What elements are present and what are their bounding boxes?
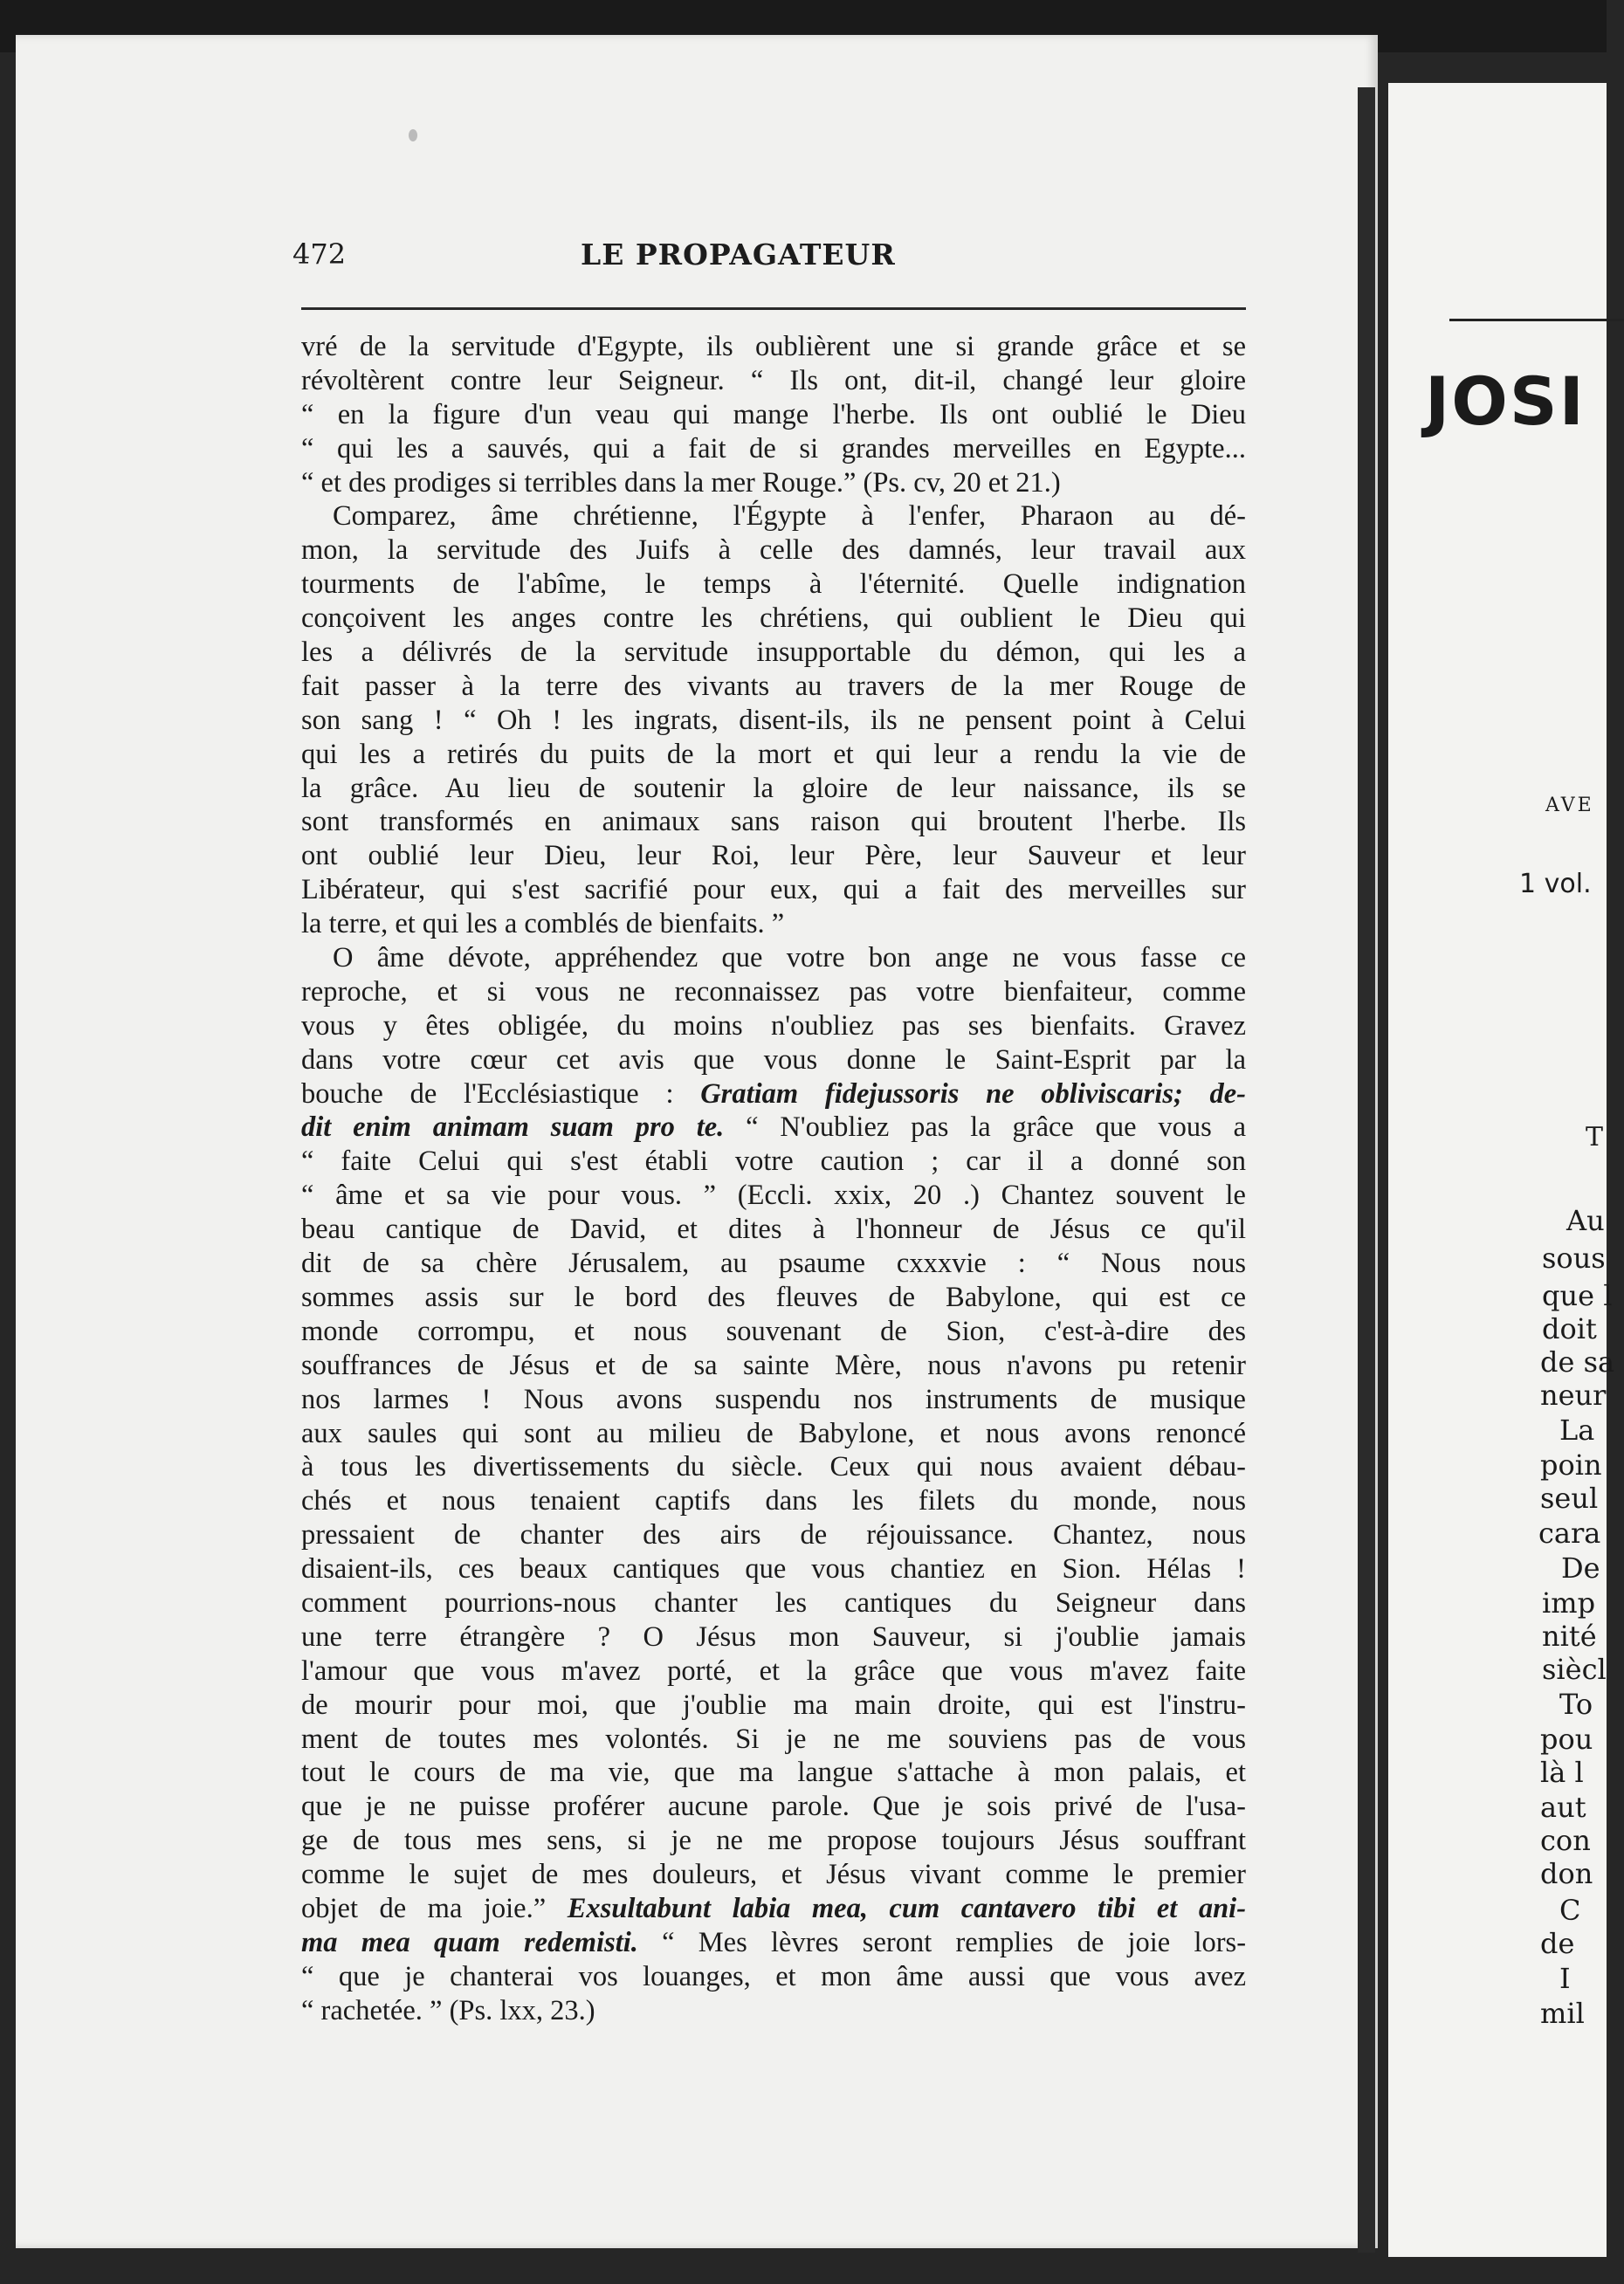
text-line: ge de tous mes sens, si je ne me propose toujours Jésus souffrant — [301, 1825, 1246, 1857]
text-line — [301, 1926, 1246, 1960]
text-line: sommes assis sur le bord des fleuves de Babylone, qui est ce — [301, 1281, 1246, 1313]
right-vol-fragment: 1 vol. — [1519, 869, 1592, 899]
right-fragment: que l — [1542, 1279, 1613, 1312]
text-line: Libérateur, qui s'est sacrifié pour eux, qui a fait des merveilles sur — [301, 874, 1246, 906]
text-line: dans votre cœur cet avis que vous donne le Saint-Esprit par la — [301, 1043, 1246, 1076]
right-letter: T — [1586, 1122, 1604, 1152]
right-page — [1388, 83, 1615, 2257]
text-line: “ qui les a sauvés, qui a fait de si grandes merveilles en Egypte... — [301, 432, 1246, 464]
text-line: chés et nous tenaient captifs dans les filets du monde, nous — [301, 1485, 1246, 1517]
text-line: fait passer à la terre des vivants au travers de la mer Rouge de — [301, 670, 1246, 702]
right-fragment: de — [1540, 1927, 1575, 1960]
text-line: “ en la figure d'un veau qui mange l'herbe. Ils ont oublié le Dieu — [301, 398, 1246, 430]
right-fragment: aut — [1540, 1791, 1586, 1824]
text-line: de mourir pour moi, que j'oublie ma main droite, qui est l'instru- — [301, 1689, 1246, 1721]
text-fragment: objet de ma joie.” — [301, 1892, 547, 1924]
text-line: “ faite Celui qui s'est établi votre caution ; car il a donné son — [301, 1145, 1246, 1178]
body-text — [301, 330, 1246, 2028]
right-fragment: De — [1561, 1551, 1600, 1585]
latin-quote: ma mea quam redemisti. — [301, 1926, 638, 1958]
right-fragment: con — [1540, 1824, 1591, 1857]
text-line: l'amour que vous m'avez porté, et la grâce que vous m'avez faite — [301, 1655, 1246, 1687]
right-fragment: C — [1559, 1894, 1581, 1927]
text-line: tout le cours de ma vie, que ma langue s'attache à mon palais, et — [301, 1757, 1246, 1789]
right-fragment: I — [1559, 1962, 1571, 1995]
text-line — [301, 1111, 1246, 1145]
text-line: comme le sujet de mes douleurs, et Jésus vivant comme le premier — [301, 1859, 1246, 1891]
text-line: que je ne puisse proférer aucune parole. Que je sois privé de l'usa- — [301, 1791, 1246, 1823]
text-line: O âme dévote, appréhendez que votre bon ange ne vous fasse ce — [333, 942, 1246, 974]
right-fragment: neur — [1540, 1379, 1607, 1412]
text-line: monde corrompu, et nous souvenant de Sion, c'est-à-dire des — [301, 1315, 1246, 1347]
right-small-caps-fragment: AVE — [1545, 795, 1594, 816]
right-fragment: sous — [1542, 1242, 1606, 1275]
text-line: aux saules qui sont au milieu de Babylone, et nous avons renoncé — [301, 1417, 1246, 1449]
text-line — [301, 1077, 1246, 1111]
text-line — [301, 1892, 1246, 1926]
text-line: “ âme et sa vie pour vous. ” (Eccli. xxix, 20 .) Chantez souvent le — [301, 1180, 1246, 1212]
text-line: ont oublié leur Dieu, leur Roi, leur Père, leur Sauveur et leur — [301, 840, 1246, 872]
latin-quote: dit enim animam suam pro te. — [301, 1111, 725, 1144]
text-line: tourments de l'abîme, le temps à l'éternité. Quelle indignation — [301, 568, 1246, 601]
text-line: reproche, et si vous ne reconnaissez pas votre bienfaiteur, comme — [301, 975, 1246, 1008]
text-line: conçoivent les anges contre les chrétiens, qui oublient le Dieu qui — [301, 602, 1246, 635]
right-fragment: poin — [1540, 1448, 1602, 1482]
page-scuff — [409, 129, 417, 141]
right-fragment: nité — [1542, 1620, 1597, 1653]
right-fragment: là l — [1540, 1756, 1584, 1789]
text-fragment: “ N'oubliez pas la grâce que vous a — [746, 1111, 1246, 1144]
right-fragment: doit — [1542, 1312, 1597, 1345]
right-fragment: To — [1559, 1688, 1593, 1721]
text-line: comment pourrions-nous chanter les cantiques du Seigneur dans — [301, 1586, 1246, 1619]
right-fragment: imp — [1542, 1586, 1596, 1620]
text-line: “ que je chanterai vos louanges, et mon âme aussi que vous avez — [301, 1960, 1246, 1992]
text-line: la terre, et qui les a comblés de bienfaits. ” — [301, 908, 785, 940]
latin-quote: Gratiam fidejussoris ne obliviscaris; de- — [700, 1077, 1246, 1110]
right-fragment: Au — [1566, 1204, 1605, 1237]
text-line: beau cantique de David, et dites à l'honneur de Jésus ce qu'il — [301, 1214, 1246, 1246]
running-head — [292, 237, 1244, 281]
right-fragment: siècl — [1542, 1653, 1607, 1686]
text-line: “ et des prodiges si terribles dans la mer Rouge.” (Ps. cv, 20 et 21.) — [301, 466, 1061, 499]
text-line: pressaient de chanter des airs de réjouissance. Chantez, nous — [301, 1519, 1246, 1551]
text-fragment: bouche de l'Ecclésiastique : — [301, 1077, 674, 1110]
book-spine — [1358, 87, 1375, 2253]
right-fragment: pou — [1540, 1723, 1593, 1756]
right-fragment: La — [1559, 1414, 1595, 1447]
text-line: “ rachetée. ” (Ps. lxx, 23.) — [301, 1994, 595, 2026]
running-title: LE PROPAGATEUR — [581, 237, 896, 272]
text-line: dit de sa chère Jérusalem, au psaume cxxxvie : “ Nous nous — [301, 1248, 1246, 1280]
latin-quote: Exsultabunt labia mea, cum cantavero tibi et ani- — [567, 1892, 1247, 1924]
text-line: les a délivrés de la servitude insupportable du démon, qui les a — [301, 636, 1246, 669]
right-heading-fragment: JOSI — [1425, 362, 1586, 440]
text-line: disaient-ils, ces beaux cantiques que vous chantiez en Sion. Hélas ! — [301, 1553, 1246, 1586]
right-fragment: don — [1540, 1857, 1593, 1890]
text-line: à tous les divertissements du siècle. Ceux qui nous avaient débau- — [301, 1451, 1246, 1483]
text-line: souffrances de Jésus et de sa sainte Mère, nous n'avons pu retenir — [301, 1349, 1246, 1381]
text-fragment: “ Mes lèvres seront remplies de joie lors- — [662, 1926, 1247, 1958]
header-rule — [301, 307, 1246, 310]
right-fragment: mil — [1540, 1997, 1585, 2030]
text-line: la grâce. Au lieu de soutenir la gloire de leur naissance, ils se — [301, 772, 1246, 804]
right-fragment: de sa — [1540, 1345, 1615, 1379]
page-number: 472 — [292, 237, 347, 271]
text-line: révoltèrent contre leur Seigneur. “ Ils ont, dit-il, changé leur gloire — [301, 364, 1246, 396]
text-line: son sang ! “ Oh ! les ingrats, disent-ils, ils ne pensent point à Celui — [301, 704, 1246, 736]
right-page-rule — [1449, 319, 1624, 321]
text-line: une terre étrangère ? O Jésus mon Sauveur, si j'oublie jamais — [301, 1620, 1246, 1653]
text-line: vré de la servitude d'Egypte, ils oublièrent une si grande grâce et se — [301, 331, 1246, 362]
right-fragment: seul — [1540, 1482, 1599, 1515]
text-line: mon, la servitude des Juifs à celle des damnés, leur travail aux — [301, 534, 1246, 567]
text-line: nos larmes ! Nous avons suspendu nos instruments de musique — [301, 1383, 1246, 1415]
text-line: Comparez, âme chrétienne, l'Égypte à l'enfer, Pharaon au dé- — [333, 500, 1246, 533]
text-line: qui les a retirés du puits de la mort et qui leur a rendu la vie de — [301, 738, 1246, 770]
text-line: vous y êtes obligée, du moins n'oubliez pas ses bienfaits. Gravez — [301, 1009, 1246, 1042]
right-fragment: cara — [1538, 1517, 1601, 1550]
text-line: ment de toutes mes volontés. Si je ne me souviens pas de vous — [301, 1723, 1246, 1755]
text-line: sont transformés en animaux sans raison qui broutent l'herbe. Ils — [301, 806, 1246, 838]
